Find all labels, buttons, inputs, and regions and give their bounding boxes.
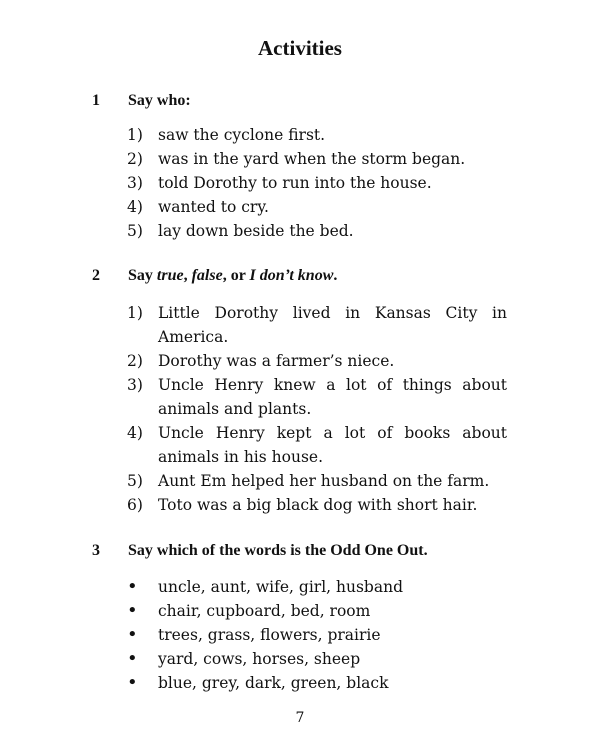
heading-part: Say	[128, 267, 157, 284]
item-text: trees, grass, flowers, prairie	[158, 626, 381, 644]
section-heading-text: Say who:	[128, 92, 191, 109]
section-heading	[92, 542, 428, 560]
list-item	[127, 493, 507, 517]
item-text: Uncle Henry kept a lot of books about animals in his house.	[158, 424, 507, 466]
list-item	[127, 195, 507, 219]
heading-emphasis: false	[191, 267, 223, 284]
section-heading	[92, 267, 337, 285]
list-item	[127, 301, 507, 349]
section-number: 1	[92, 92, 100, 109]
item-number: 3)	[127, 376, 143, 394]
item-text: lay down beside the bed.	[158, 222, 354, 240]
item-number: 4)	[127, 424, 143, 442]
page-title: Activities	[258, 36, 342, 60]
heading-emphasis: I don’t know	[249, 267, 334, 284]
list-item	[127, 421, 507, 469]
list-item	[127, 123, 507, 147]
section-heading-text: Say which of the words is the Odd One Out.	[128, 542, 428, 559]
item-text: uncle, aunt, wife, girl, husband	[158, 578, 403, 596]
list-item	[127, 671, 507, 695]
bullet-icon: •	[127, 648, 138, 669]
heading-part: , or	[222, 267, 250, 284]
item-number: 1)	[127, 126, 143, 144]
section-number: 3	[92, 542, 100, 559]
item-text: Uncle Henry knew a lot of things about animals and plants.	[158, 376, 507, 418]
item-text: Toto was a big black dog with short hair.	[158, 496, 478, 514]
item-text: blue, grey, dark, green, black	[158, 674, 389, 692]
item-text: Aunt Em helped her husband on the farm.	[158, 472, 490, 490]
heading-emphasis: true	[156, 267, 184, 284]
item-number: 5)	[127, 472, 143, 490]
item-text: saw the cyclone first.	[158, 126, 326, 144]
item-text: told Dorothy to run into the house.	[158, 174, 432, 192]
list-item	[127, 623, 507, 647]
item-text: Little Dorothy lived in Kansas City in America.	[158, 304, 507, 346]
list-item	[127, 469, 507, 493]
item-number: 6)	[127, 496, 143, 514]
item-number: 5)	[127, 222, 143, 240]
bullet-icon: •	[127, 672, 138, 693]
heading-part: .	[333, 267, 338, 284]
section-heading	[92, 92, 191, 110]
page-number: 7	[295, 710, 305, 726]
list-item	[127, 599, 507, 623]
item-number: 2)	[127, 150, 143, 168]
item-number: 2)	[127, 352, 143, 370]
item-number: 3)	[127, 174, 143, 192]
item-number: 1)	[127, 304, 143, 322]
bullet-icon: •	[127, 600, 138, 621]
list-item	[127, 171, 507, 195]
list-item	[127, 147, 507, 171]
item-text: chair, cupboard, bed, room	[158, 602, 371, 620]
list-item	[127, 219, 507, 243]
item-text: was in the yard when the storm began.	[158, 150, 466, 168]
item-number: 4)	[127, 198, 143, 216]
list-item	[127, 575, 507, 599]
item-list	[127, 123, 507, 243]
item-text: Dorothy was a farmer’s niece.	[158, 352, 395, 370]
item-text: wanted to cry.	[158, 198, 269, 216]
bullet-icon: •	[127, 624, 138, 645]
list-item	[127, 647, 507, 671]
list-item	[127, 349, 507, 373]
list-item	[127, 373, 507, 421]
heading-part: ,	[183, 267, 192, 284]
bullet-icon: •	[127, 576, 138, 597]
section-number: 2	[92, 267, 100, 284]
item-text: yard, cows, horses, sheep	[158, 650, 361, 668]
item-list	[127, 575, 507, 695]
item-list	[127, 301, 507, 517]
